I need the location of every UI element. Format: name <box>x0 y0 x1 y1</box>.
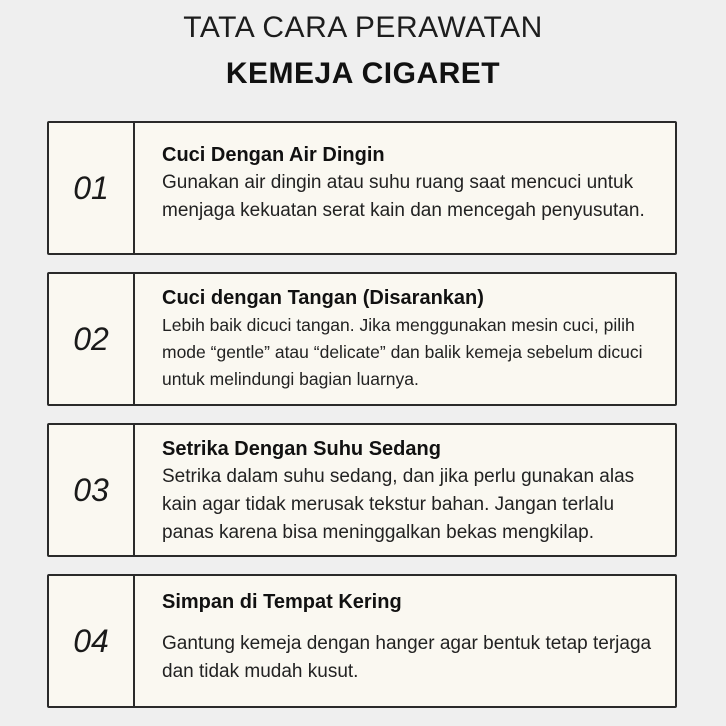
step-content <box>162 588 663 686</box>
step-content <box>162 435 663 547</box>
page-title: TATA CARA PERAWATAN <box>183 11 543 44</box>
step-number: 01 <box>49 123 135 253</box>
step-title: Simpan di Tempat Kering <box>162 591 402 613</box>
step-number: 04 <box>49 576 135 706</box>
step-description: Gantung kemeja dengan hanger agar bentuk tetap terjaga dan tidak mudah kusut. <box>162 633 652 682</box>
step-card-1 <box>47 121 677 255</box>
step-card-2 <box>47 272 677 406</box>
step-title: Setrika Dengan Suhu Sedang <box>162 438 441 460</box>
step-title: Cuci Dengan Air Dingin <box>162 144 385 166</box>
step-description: Setrika dalam suhu sedang, dan jika perlu gunakan alas kain agar tidak merusak tekstur bahan. Jangan terlalu panas karena bisa meninggalkan bekas mengkilap. <box>162 466 635 543</box>
step-description: Lebih baik dicuci tangan. Jika menggunakan mesin cuci, pilih mode “gentle” atau “delicate” dan balik kemeja sebelum dicuci untuk melindungi bagian luarnya. <box>162 315 643 389</box>
page-header <box>0 8 726 94</box>
step-title: Cuci dengan Tangan (Disarankan) <box>162 287 484 309</box>
step-number: 03 <box>49 425 135 555</box>
step-number: 02 <box>49 274 135 404</box>
step-description: Gunakan air dingin atau suhu ruang saat mencuci untuk menjaga kekuatan serat kain dan mencegah penyusutan. <box>162 172 645 221</box>
step-card-3 <box>47 423 677 557</box>
step-content <box>162 141 663 225</box>
step-card-4 <box>47 574 677 708</box>
step-content <box>162 284 663 393</box>
page-subtitle: KEMEJA CIGARET <box>225 57 501 90</box>
